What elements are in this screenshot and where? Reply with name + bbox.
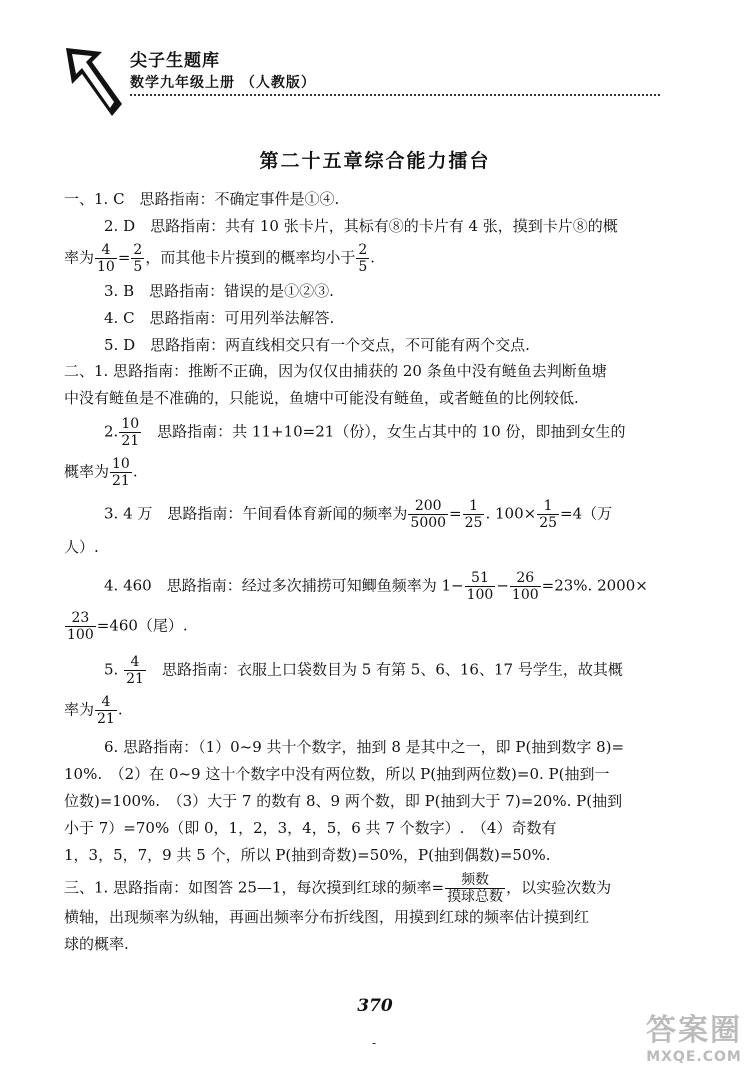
- watermark: [646, 1005, 742, 1065]
- fraction: $\frac{51}{100}$: [466, 570, 494, 603]
- answer-line: 横轴，出现频率为纵轴，再画出频率分布折线图，用摸到红球的频率估计摸到红: [64, 908, 590, 926]
- footer-mark: -: [372, 1036, 377, 1050]
- watermark-logo: 答案圈: [646, 1013, 742, 1048]
- answer-line: 3. B 思路指南：错误的是①②③.: [104, 282, 334, 300]
- answer-line: 2. $\frac{10}{21}$ 思路指南：共 11+10=21（份），女生占其中的 10 份，即抽到女生的: [104, 416, 626, 449]
- fraction: $\frac{23}{100}$: [67, 610, 94, 643]
- watermark-url: MXQE.COM: [646, 1049, 742, 1065]
- answer-line: 二、1. 思路指南：推断不正确，因为仅仅由捕获的 20 条鱼中没有鲢鱼去判断鱼塘: [64, 362, 607, 380]
- answer-line: 4. 460 思路指南：经过多次捕捞可知鲫鱼频率为 1− $\frac{51}{100}$ − $\frac{26}{100}$ =23%. 2000×: [104, 570, 648, 603]
- fraction: $\frac{200}{5000}$: [410, 498, 447, 531]
- answer-line: 三、1. 思路指南：如图答 25—1，每次摸到红球的频率= $\frac{\text{频数}}{\text{摸球总数}}$ ，以实验次数为: [64, 872, 612, 905]
- answer-line: $\frac{23}{100}$ =460（尾）.: [67, 610, 188, 643]
- answer-line: 率为 $\frac{4}{10}$ = $\frac{2}{5}$ ，而其他卡片摸到的概率均小于 $\frac{2}{5}$ .: [64, 242, 376, 275]
- fraction: $\frac{\text{频数}}{\text{摸球总数}}$: [447, 872, 504, 905]
- page-number: 370: [357, 996, 393, 1016]
- answer-line: 4. C 思路指南：可用列举法解答.: [104, 309, 335, 327]
- answer-line: 一、1. C 思路指南：不确定事件是①④.: [64, 190, 340, 208]
- fraction: $\frac{1}{25}$: [464, 498, 483, 531]
- answer-line: 5. D 思路指南：两直线相交只有一个交点，不可能有两个交点.: [104, 336, 530, 354]
- answer-line: 位数)=100%. （3）大于 7 的数有 8、9 两个数，即 P(抽到大于 7)=20%. P(抽到: [64, 792, 623, 810]
- answer-line: 6. 思路指南：（1）0~9 共十个数字，抽到 8 是其中之一，即 P(抽到数字 8)=: [104, 738, 625, 756]
- arrow-logo-icon: [62, 44, 126, 122]
- fraction: $\frac{2}{5}$: [358, 242, 368, 275]
- header-divider: [130, 94, 660, 96]
- fraction: $\frac{10}{21}$: [121, 416, 140, 449]
- header: [62, 38, 662, 128]
- answer-line: 率为 $\frac{4}{21}$ .: [64, 694, 123, 727]
- fraction: $\frac{10}{21}$: [112, 456, 130, 489]
- fraction: $\frac{4}{21}$: [126, 654, 144, 687]
- fraction: $\frac{2}{5}$: [133, 242, 143, 275]
- answer-line: 5. $\frac{4}{21}$ 思路指南：衣服上口袋数目为 5 有第 5、6、16、17 号学生，故其概: [104, 654, 623, 687]
- chapter-title: 第二十五章综合能力擂台: [259, 150, 491, 172]
- answer-line: 3. 4 万 思路指南：午间看体育新闻的频率为 $\frac{200}{5000}$ = $\frac{1}{25}$ . 100× $\frac{1}{25}$ =4（万: [104, 498, 613, 531]
- answer-line: 2. D 思路指南：共有 10 张卡片，其标有⑧的卡片有 4 张，摸到卡片⑧的概: [104, 217, 618, 235]
- answer-line: 10%. （2）在 0~9 这十个数字中没有两位数，所以 P(抽到两位数)=0. P(抽到一: [64, 765, 610, 783]
- fraction: $\frac{1}{25}$: [539, 498, 558, 531]
- answer-line: 中没有鲢鱼是不准确的，只能说，鱼塘中可能没有鲢鱼，或者鲢鱼的比例较低.: [64, 389, 579, 407]
- fraction: $\frac{4}{21}$: [97, 694, 115, 727]
- answer-line: 1，3，5，7，9 共 5 个，所以 P(抽到奇数)=50%，P(抽到偶数)=50%.: [64, 846, 551, 864]
- fraction: $\frac{26}{100}$: [511, 570, 539, 603]
- answer-line: 人）.: [64, 538, 99, 556]
- book-subtitle: 数学九年级上册 （人教版）: [130, 75, 316, 91]
- book-series-title: 尖子生题库: [130, 51, 220, 71]
- answer-line: 概率为 $\frac{10}{21}$ .: [64, 456, 138, 489]
- answer-line: 球的概率.: [64, 935, 129, 953]
- fraction: $\frac{4}{10}$: [97, 242, 115, 275]
- answer-line: 小于 7）=70%（即 0，1，2，3，4，5，6 共 7 个数字）. （4）奇数有: [64, 819, 557, 837]
